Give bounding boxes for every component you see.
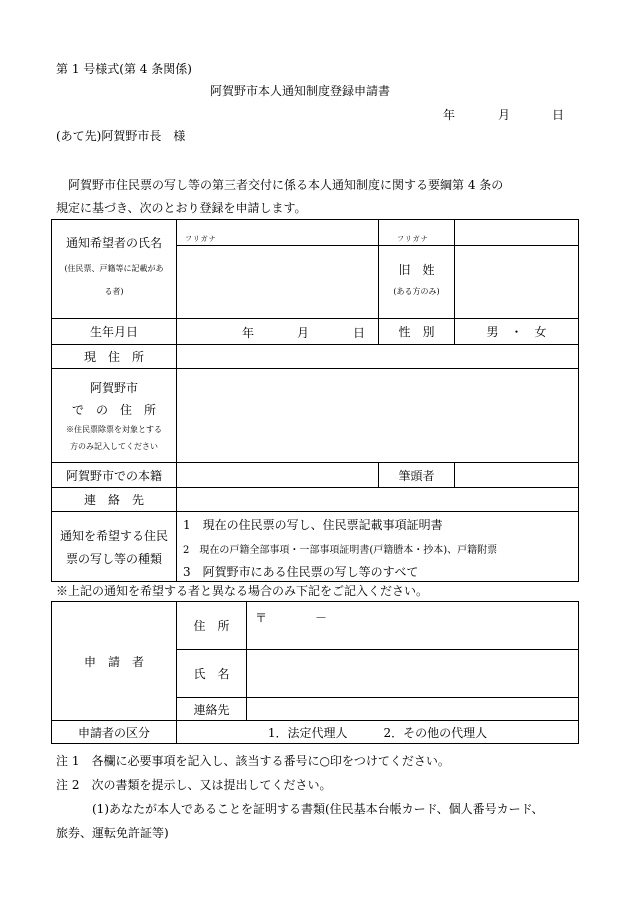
applicant-name-field[interactable] bbox=[247, 650, 579, 698]
applicant-category-options[interactable]: 1．法定代理人 2．その他の代理人 bbox=[177, 721, 579, 744]
dob-field[interactable] bbox=[177, 319, 379, 345]
contact-label: 連 絡 先 bbox=[52, 488, 177, 512]
date-year-label: 年 bbox=[443, 108, 456, 122]
old-name-label: 旧 姓 bbox=[398, 263, 435, 277]
addressee: (あて先)阿賀野市長 様 bbox=[56, 129, 186, 143]
name-label-cell bbox=[52, 220, 177, 319]
doc-type-option-3[interactable]: 3 阿賀野市にある住民票の写し等のすべて bbox=[183, 564, 419, 579]
applicant-name-label: 氏 名 bbox=[177, 650, 247, 698]
agano-address-label-1: 阿賀野市 bbox=[89, 381, 138, 395]
applicant-address-field[interactable] bbox=[247, 602, 579, 650]
intro-line-1: 阿賀野市住民票の写し等の第三者交付に係る本人通知制度に関する要綱第 4 条の bbox=[68, 178, 504, 192]
honseki-label: 阿賀野市での本籍 bbox=[52, 463, 177, 488]
note-1: 注 1 各欄に必要事項を記入し、該当する番号に○印をつけてください。 bbox=[56, 754, 450, 768]
hittosha-label: 筆頭者 bbox=[379, 463, 455, 488]
note-item-1-line-1: (1)あなたが本人であることを証明する書類(住民基本台帳カード、個人番号カード、 bbox=[92, 802, 544, 816]
old-name-field[interactable] bbox=[455, 246, 579, 319]
name-note-1: (住民票、戸籍等に記載があ bbox=[64, 264, 164, 273]
agano-address-field[interactable] bbox=[177, 369, 579, 463]
name-note-2: る者) bbox=[104, 287, 124, 296]
applicant-contact-label: 連絡先 bbox=[177, 698, 247, 721]
doc-type-option-1[interactable]: 1 現在の住民票の写し、住民票記載事項証明書 bbox=[183, 517, 443, 532]
page-title: 阿賀野市本人通知制度登録申請書 bbox=[210, 84, 391, 98]
applicant-table bbox=[51, 601, 579, 744]
postal-mark: 〒 － bbox=[255, 611, 328, 625]
furigana-label: フリガナ bbox=[185, 235, 217, 243]
dob-label: 生年月日 bbox=[52, 319, 177, 345]
applicant-note: ※上記の通知を希望する者と異なる場合のみ下記をご記入ください。 bbox=[56, 584, 429, 598]
gender-options[interactable]: 男 ・ 女 bbox=[455, 319, 579, 345]
doc-type-label-1: 通知を希望する住民 bbox=[59, 528, 168, 543]
agano-address-note-2: 方のみ記入してください bbox=[70, 442, 158, 451]
date-month-label: 月 bbox=[498, 108, 511, 122]
form-number: 第 1 号様式(第 4 条関係) bbox=[56, 62, 192, 76]
old-name-label-cell bbox=[379, 246, 455, 319]
honseki-field[interactable] bbox=[177, 463, 379, 488]
dob-month-label: 月 bbox=[297, 326, 310, 340]
applicant-category-label: 申請者の区分 bbox=[52, 721, 177, 744]
doc-type-option-2[interactable]: 2 現在の戸籍全部事項・一部事項証明書(戸籍謄本・抄本)、戸籍附票 bbox=[183, 544, 498, 556]
old-name-furigana-field[interactable] bbox=[455, 220, 579, 246]
name-field[interactable] bbox=[177, 246, 379, 319]
furigana-cell[interactable] bbox=[177, 220, 379, 246]
intro-line-2: 規定に基づき、次のとおり登録を申請します。 bbox=[56, 201, 307, 215]
note-item-1-line-2: 旅券、運転免許証等) bbox=[56, 826, 169, 840]
date-day-label: 日 bbox=[552, 108, 565, 122]
name-label: 通知希望者の氏名 bbox=[65, 236, 162, 250]
dob-day-label: 日 bbox=[353, 326, 366, 340]
old-name-furigana-label-cell bbox=[379, 220, 455, 246]
dob-year-label: 年 bbox=[242, 326, 255, 340]
agano-address-label-2: で の 住 所 bbox=[71, 403, 156, 417]
doc-type-label-cell bbox=[52, 512, 177, 582]
applicant-label: 申 請 者 bbox=[52, 602, 177, 721]
agano-address-note-1: ※住民票除票を対象とする bbox=[66, 425, 162, 434]
registration-table bbox=[51, 219, 579, 582]
note-2: 注 2 次の書類を提示し、又は提出してください。 bbox=[56, 778, 332, 792]
doc-type-options bbox=[177, 512, 579, 582]
gender-label: 性 別 bbox=[379, 319, 455, 345]
applicant-address-label: 住 所 bbox=[177, 602, 247, 650]
doc-type-label-2: 票の写し等の種類 bbox=[65, 551, 162, 566]
old-name-furigana-label: フリガナ bbox=[397, 235, 429, 243]
address-label: 現 住 所 bbox=[52, 345, 177, 369]
agano-address-label-cell bbox=[52, 369, 177, 463]
old-name-note: (ある方のみ) bbox=[393, 287, 440, 296]
hittosha-field[interactable] bbox=[455, 463, 579, 488]
address-field[interactable] bbox=[177, 345, 579, 369]
contact-field[interactable] bbox=[177, 488, 579, 512]
applicant-contact-field[interactable] bbox=[247, 698, 579, 721]
